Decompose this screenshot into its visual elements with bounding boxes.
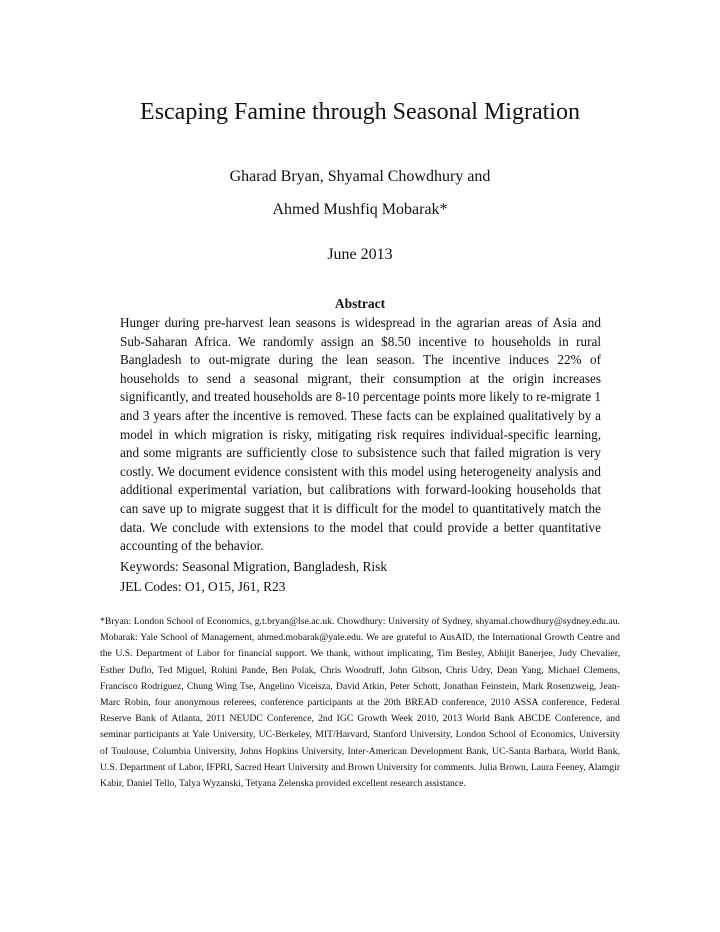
abstract-text: Hunger during pre-harvest lean seasons is widespread in the agrarian areas of Asia and Sub-Saharan Africa. We randomly assign an $8.50 incentive to households in rural Bangladesh to out-migrate during the lean season. The incentive induces 22% of households to send a seasonal migrant, their consumption at the origin increases significantly, and treated households are 8-10 percentage points more likely to re-migrate 1 and 3 years after the incentive is removed. These facts can be explained qualitatively by a model in which migration is risky, mitigating risk requires individual-specific learning, and some migrants are sufficiently close to subsistence such that failed migration is very costly. We document evidence consistent with this model using heterogeneity analysis and additional experimental variation, but calibrations with forward-looking households that can save up to migrate suggest that it is difficult for the model to quantitatively match the data. We conclude with extensions to the model that could provide a better quantitative accounting of the behavior. [120, 315, 601, 554]
publication-date: June 2013 [327, 246, 393, 263]
abstract-heading: Abstract [334, 296, 386, 311]
author-footnote: *Bryan: London School of Economics, g.t.bryan@lse.ac.uk. Chowdhury: University of Sydney, shyamal.chowdhury@sydney.edu.au. Mobarak: Yale School of Management, ahmed.mobarak@yale.edu. We are grateful to AusAID, the International Growth Centre and the U.S. Department of Labor for financial support. We thank, without implicating, Tim Besley, Abhijit Banerjee, Judy Chevalier, Esther Duflo, Ted Miguel, Rohini Pande, Ben Polak, Chris Woodruff, John Gibson, Chris Udry, Dean Yang, Michael Clemens, Francisco Rodriguez, Chung Wing Tse, Angelino Viceisza, David Atkin, Peter Schott, Jonathan Feinstein, Mark Rosenzweig, Jean-Marc Robin, four anonymous referees, conference participants at the 20th BREAD conference, 2010 ASSA conference, Federal Reserve Bank of Atlanta, 2011 NEUDC Conference, 2nd IGC Growth Week 2010, 2013 World Bank ABCDE Conference, and seminar participants at Yale University, UC-Berkeley, MIT/Harvard, Stanford University, London School of Economics, University of Toulouse, Columbia University, Johns Hopkins University, Inter-American Development Bank, UC-Santa Barbara, World Bank, U.S. Department of Labor, IFPRI, Sacred Heart University and Brown University for comments. Julia Brown, Laura Feeney, Alamgir Kabir, Daniel Tello, Talya Wyzanski, Tetyana Zelenska provided excellent research assistance. [100, 616, 620, 790]
paper-title: Escaping Famine through Seasonal Migration [140, 99, 580, 125]
jel-codes-line: JEL Codes: O1, O15, J61, R23 [120, 579, 286, 594]
keywords-block [120, 557, 601, 597]
keywords-line: Keywords: Seasonal Migration, Bangladesh, Risk [120, 559, 388, 574]
author-block [0, 160, 720, 226]
authors-line-1: Gharad Bryan, Shyamal Chowdhury and [229, 168, 491, 185]
authors-line-2: Ahmed Mushfiq Mobarak* [272, 201, 448, 218]
